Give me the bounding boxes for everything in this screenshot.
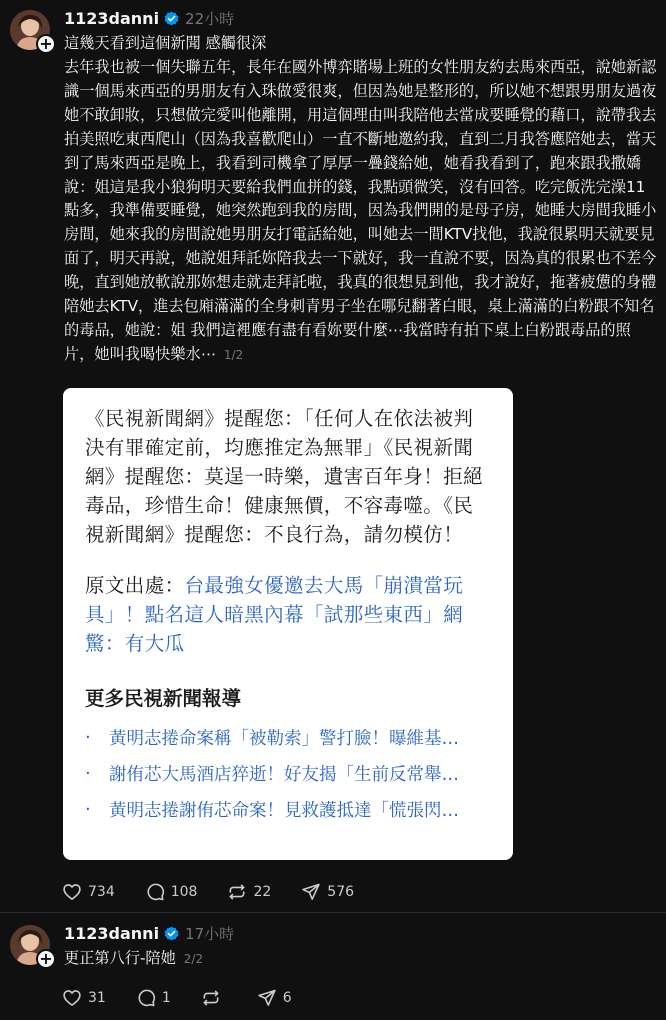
share-count: 6 bbox=[282, 990, 292, 1006]
username[interactable]: 1123danni bbox=[64, 923, 160, 943]
share-button[interactable] bbox=[301, 882, 354, 902]
share-send-icon bbox=[257, 988, 277, 1008]
username[interactable]: 1123danni bbox=[64, 8, 160, 28]
related-news-link[interactable]: 黃明志捲謝侑芯命案！見救護抵達「慌張閃… bbox=[109, 800, 459, 821]
post-body-text: 更正第八行-陪她 bbox=[64, 949, 176, 967]
post-body-text: 去年我也被一個失聯五年，長年在國外博弈賭場上班的女性朋友約去馬來西亞，說她新認識一個馬來西亞的男朋友有入珠做愛很爽，但因為她是整形的，所以她不想跟男朋友過夜她不敢卸妝，只想做完愛叫他離開，用這個理由叫我陪他去當成要睡覺的藉口，說帶我去拍美照吃東西爬山（因為我喜歡爬山）一直不斷地邀約我，直到二月我答應陪她去，當天到了馬來西亞是晚上，我看到司機拿了厚厚一疊錢給她，她看我看到了，跑來跟我撒嬌說：姐這是我小狼狗明天要給我們血拼的錢，我點頭微笑，沒有回答。吃完飯洗完澡11點多，我準備要睡覺，她突然跑到我的房間，因為我們開的是母子房，她睡大房間我睡小房間，她來我的房間說她男朋友打電話給她，叫她去一間KTV找他，我說很累明天就要見面了，明天再說，她說姐拜託妳陪我去一下就好，我一直說不要，因為真的很累也不差今晚，直到她放軟說那妳想走就走拜託啦，我真的很想見到他，我才說好，拖著疲憊的身體陪她去KTV，進去包廂滿滿的全身刺青男子坐在哪兒翻著白眼，桌上滿滿的白粉跟不知名的毒品，她說：姐 我們這裡應有盡有看妳要什麼⋯我當時有拍下桌上白粉跟毒品的照片，她叫我喝快樂水⋯ bbox=[64, 58, 657, 363]
comment-count: 1 bbox=[161, 990, 171, 1006]
related-news-link[interactable]: 謝侑芯大馬酒店猝逝！好友揭「生前反常舉… bbox=[109, 764, 459, 785]
post-actions bbox=[62, 986, 322, 1010]
like-button[interactable] bbox=[62, 882, 115, 902]
source-link[interactable]: 台最強女優邀去大馬「崩潰當玩具」！點名這人暗黑內幕「試那些東西」網驚：有大瓜 bbox=[85, 574, 464, 655]
post-body bbox=[64, 947, 660, 972]
post-title: 這幾天看到這個新聞 感觸很深 bbox=[64, 34, 267, 52]
repost-icon bbox=[201, 988, 221, 1008]
bullet: · bbox=[85, 798, 91, 820]
related-news-item[interactable] bbox=[85, 757, 493, 789]
share-button[interactable] bbox=[257, 988, 292, 1008]
card-disclaimer: 《民視新聞網》提醒您：「任何人在依法被判決有罪確定前，均應推定為無罪」《民視新聞網》提醒您：莫逞一時樂，遺害百年身！拒絕毒品，珍惜生命！健康無價，不容毒噬。《民視新聞網》提醒您：不良行為，請勿模仿！ bbox=[85, 407, 484, 546]
timestamp: 22小時 bbox=[185, 9, 235, 28]
news-card[interactable] bbox=[63, 388, 513, 860]
card-source bbox=[85, 571, 493, 658]
repost-count: 22 bbox=[253, 884, 272, 900]
post-header bbox=[64, 922, 234, 944]
related-news-item[interactable] bbox=[85, 793, 493, 825]
like-count: 734 bbox=[88, 884, 115, 900]
comment-bubble-icon bbox=[136, 988, 156, 1008]
heart-icon bbox=[62, 988, 82, 1008]
share-send-icon bbox=[301, 882, 321, 902]
avatar-wrap[interactable] bbox=[10, 925, 53, 968]
page-indicator: 2/2 bbox=[183, 952, 204, 966]
thread-post-2 bbox=[0, 913, 666, 1020]
page-indicator: 1/2 bbox=[223, 347, 244, 362]
follow-plus-icon[interactable]: + bbox=[36, 34, 56, 54]
share-count: 576 bbox=[327, 884, 355, 900]
post-body bbox=[64, 56, 660, 368]
comment-bubble-icon bbox=[145, 882, 165, 902]
comment-button[interactable] bbox=[145, 882, 198, 902]
avatar-wrap[interactable] bbox=[10, 10, 53, 53]
follow-plus-icon[interactable]: + bbox=[36, 949, 56, 969]
comment-button[interactable] bbox=[136, 988, 171, 1008]
heart-icon bbox=[62, 882, 82, 902]
bullet: · bbox=[85, 726, 91, 748]
repost-button[interactable] bbox=[201, 988, 227, 1008]
post-header bbox=[64, 7, 234, 29]
source-label: 原文出處： bbox=[85, 574, 185, 597]
related-news-link[interactable]: 黃明志捲命案稱「被勒索」警打臉！曝維基… bbox=[109, 728, 459, 749]
related-news-item[interactable] bbox=[85, 721, 493, 753]
bullet: · bbox=[85, 762, 91, 784]
like-button[interactable] bbox=[62, 988, 106, 1008]
post-actions bbox=[62, 880, 384, 904]
like-count: 31 bbox=[88, 990, 106, 1006]
repost-button[interactable] bbox=[227, 882, 271, 902]
comment-count: 108 bbox=[170, 884, 198, 900]
verified-badge-icon bbox=[164, 11, 179, 26]
repost-icon bbox=[227, 882, 247, 902]
timestamp: 17小時 bbox=[185, 924, 235, 943]
verified-badge-icon bbox=[164, 926, 179, 941]
more-news-title: 更多民視新聞報導 bbox=[85, 687, 242, 710]
